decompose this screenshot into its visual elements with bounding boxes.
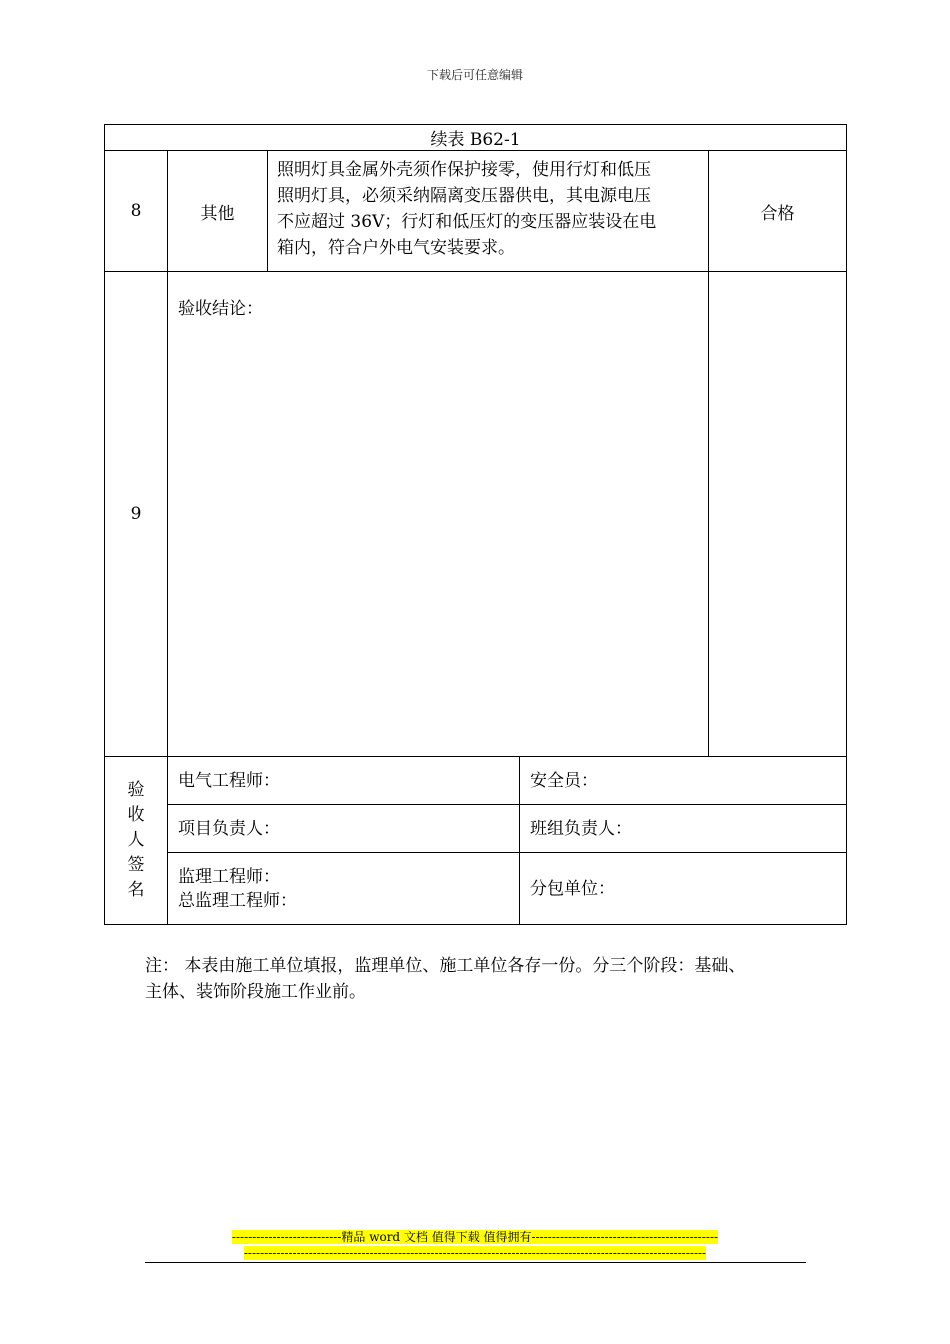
continuation-title: 续表 B62-1	[105, 125, 847, 151]
footer-banner-line: ---------------------------精品 word 文档 值得下载 值得拥有----------------------------------------------	[231, 1230, 719, 1244]
table-row	[105, 151, 847, 272]
signature-label: 验 收 人 签 名	[105, 757, 168, 925]
footer-dash-line	[0, 1246, 950, 1260]
description-line: 照明灯具金属外壳须作保护接零，使用行灯和低压	[277, 160, 651, 180]
team-leader-field[interactable]: 班组负责人：	[520, 805, 847, 853]
footnote-line: 主体、装饰阶段施工作业前。	[145, 982, 366, 1002]
footer-banner	[0, 1230, 950, 1244]
footnote	[145, 953, 835, 1005]
row-result: 合格	[709, 151, 847, 272]
supervising-engineer-label: 监理工程师：	[178, 866, 280, 887]
footer-rule	[145, 1262, 806, 1263]
footer-dash-text: ------------------------------------------------------------------------------------------------------------------	[243, 1246, 707, 1260]
description-line: 照明灯具，必须采纳隔离变压器供电，其电源电压	[277, 186, 651, 206]
project-leader-field[interactable]: 项目负责人：	[168, 805, 520, 853]
subcontractor-field[interactable]: 分包单位：	[520, 853, 847, 925]
conclusion-result-cell	[709, 272, 847, 757]
inspection-table	[104, 124, 847, 925]
description-line: 箱内，符合户外电气安装要求。	[277, 238, 515, 258]
footnote-line: 注： 本表由施工单位填报，监理单位、施工单位各存一份。分三个阶段：基础、	[145, 956, 746, 976]
table-row	[105, 272, 847, 757]
header-note: 下载后可任意编辑	[426, 68, 523, 82]
electrical-engineer-field[interactable]: 电气工程师：	[168, 757, 520, 805]
row-number: 9	[105, 272, 168, 757]
safety-officer-field[interactable]: 安全员：	[520, 757, 847, 805]
row-item: 其他	[168, 151, 268, 272]
row-description	[268, 151, 709, 272]
row-number: 8	[105, 151, 168, 272]
supervising-engineer-field[interactable]	[168, 853, 520, 925]
chief-supervising-engineer-label: 总监理工程师：	[178, 890, 297, 911]
description-line: 不应超过 36V；行灯和低压灯的变压器应装设在电	[277, 212, 657, 232]
conclusion-label: 验收结论：	[168, 272, 709, 757]
